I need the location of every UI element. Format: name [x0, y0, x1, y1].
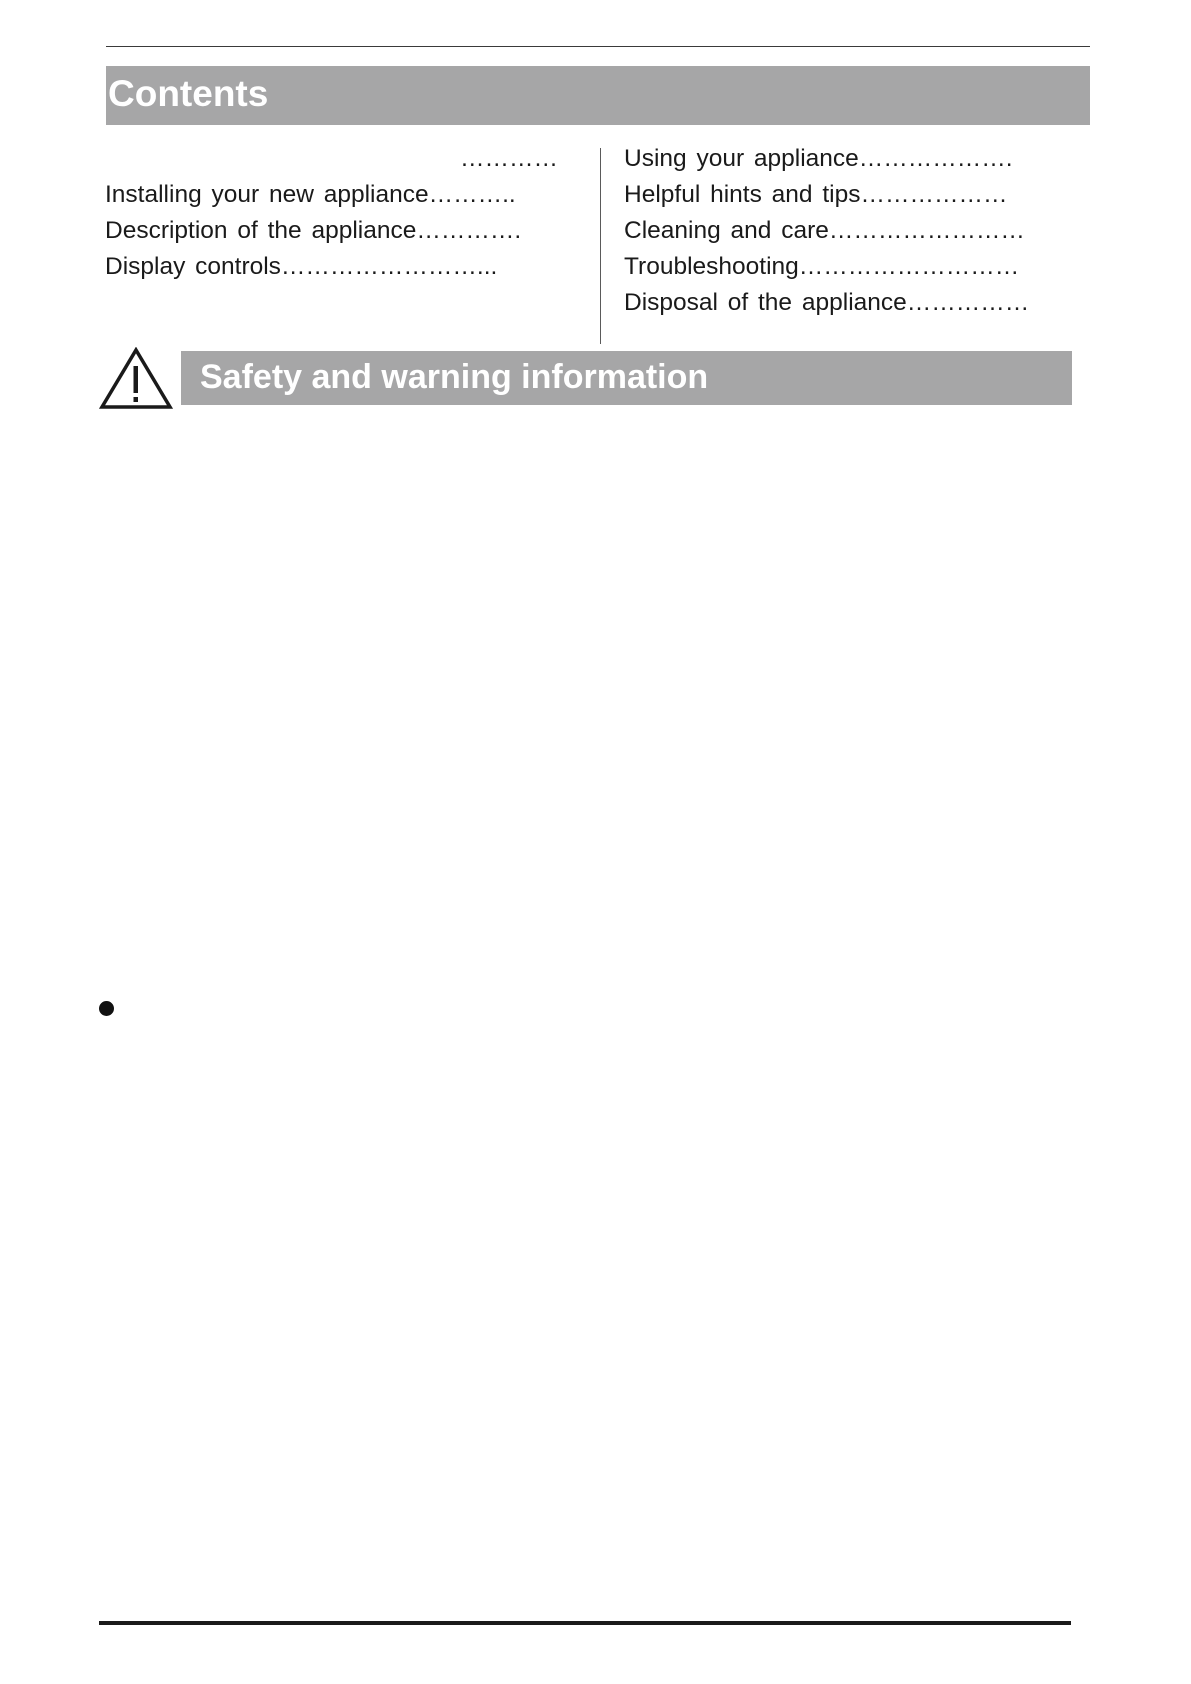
toc-item-display-controls: Display controls……………………...: [105, 253, 498, 280]
toc-item-hints: Helpful hints and tips………………: [624, 181, 1008, 208]
toc-item-disposal: Disposal of the appliance……………: [624, 289, 1030, 316]
toc-right-column: [624, 141, 1064, 321]
safety-title: Safety and warning information: [200, 358, 709, 396]
contents-header-band: [106, 66, 1090, 125]
toc-item-description: Description of the appliance………….: [105, 217, 522, 244]
toc-item-troubleshooting: Troubleshooting………………………: [624, 253, 1020, 280]
safety-header-band: [181, 351, 1072, 405]
toc-left-column: [105, 141, 558, 285]
toc-item-using: Using your appliance……………….: [624, 145, 1013, 172]
top-rule: [106, 46, 1090, 47]
contents-title: Contents: [108, 73, 269, 114]
toc-item: …………: [460, 145, 558, 172]
toc-item-installing: Installing your new appliance………..: [105, 181, 516, 208]
toc-column-divider: [600, 148, 601, 344]
bottom-rule: [99, 1621, 1071, 1625]
toc-item-cleaning: Cleaning and care……………………: [624, 217, 1025, 244]
bullet-point: [99, 1001, 114, 1016]
warning-triangle-icon: [99, 347, 173, 410]
